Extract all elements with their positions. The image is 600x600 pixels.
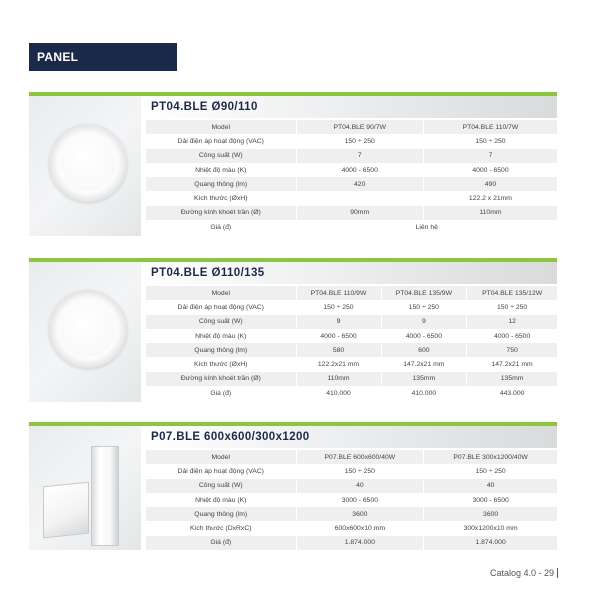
downlight-image	[49, 290, 127, 368]
spec-value: 110mm	[296, 372, 381, 386]
spec-label: Kích thước (ØxH)	[146, 191, 296, 205]
spec-label: Quang thông (lm)	[146, 177, 296, 191]
spec-row	[146, 220, 557, 234]
spec-value: 150 ÷ 250	[424, 464, 557, 478]
spec-value: PT04.BLE 90/7W	[296, 120, 423, 134]
spec-label: Công suất (W)	[146, 149, 296, 163]
spec-row	[146, 120, 557, 134]
product-section-pt04-90-110	[29, 92, 557, 236]
spec-value: P07.BLE 300x1200/40W	[424, 450, 557, 464]
product-image	[29, 426, 141, 550]
spec-value: 4000 - 6500	[381, 329, 467, 343]
spec-label: Nhiệt độ màu (K)	[146, 493, 296, 507]
spec-value: 490	[423, 177, 557, 191]
spec-row	[146, 521, 557, 535]
spec-label: Giá (đ)	[146, 536, 296, 550]
spec-value: 135mm	[381, 372, 467, 386]
spec-value: 420	[296, 177, 423, 191]
spec-value: 150 ÷ 250	[296, 464, 424, 478]
spec-value: PT04.BLE 135/9W	[381, 286, 467, 300]
spec-value: 150 ÷ 250	[423, 134, 557, 148]
spec-value: 40	[424, 479, 557, 493]
spec-value: 3600	[296, 507, 424, 521]
spec-label: Model	[146, 120, 296, 134]
spec-row	[146, 507, 557, 521]
spec-value: 3600	[424, 507, 557, 521]
spec-row	[146, 464, 557, 478]
product-image	[29, 262, 141, 402]
spec-label: Quang thông (lm)	[146, 343, 296, 357]
spec-value: 7	[423, 149, 557, 163]
spec-label: Kích thước (DxRxC)	[146, 521, 296, 535]
spec-value: 4000 - 6500	[296, 329, 381, 343]
spec-value: 12	[467, 315, 557, 329]
spec-value: PT04.BLE 135/12W	[467, 286, 557, 300]
spec-row	[146, 536, 557, 550]
spec-value: 410.000	[381, 386, 467, 400]
spec-value: 150 ÷ 250	[467, 300, 557, 314]
spec-value: 1.874.000	[424, 536, 557, 550]
spec-label: Dải điện áp hoạt động (VAC)	[146, 300, 296, 314]
spec-value: 600	[381, 343, 467, 357]
spec-value: 150 ÷ 250	[381, 300, 467, 314]
spec-value: 1.874.000	[296, 536, 424, 550]
spec-row	[146, 206, 557, 220]
spec-label: Kích thước (ØxH)	[146, 357, 296, 371]
spec-value: 7	[296, 149, 423, 163]
spec-row	[146, 329, 557, 343]
spec-value: 150 ÷ 250	[296, 300, 381, 314]
spec-value: 600x600x10 mm	[296, 521, 424, 535]
product-section-p07-panel	[29, 422, 557, 550]
spec-label: Quang thông (lm)	[146, 507, 296, 521]
spec-value: 300x1200x10 mm	[424, 521, 557, 535]
spec-row	[146, 191, 557, 205]
downlight-image	[49, 124, 127, 202]
product-title: P07.BLE 600x600/300x1200	[141, 426, 557, 448]
spec-label: Nhiệt độ màu (K)	[146, 329, 296, 343]
spec-label: Model	[146, 286, 296, 300]
spec-label: Model	[146, 450, 296, 464]
spec-value: 40	[296, 479, 424, 493]
spec-row	[146, 357, 557, 371]
spec-row	[146, 149, 557, 163]
spec-value: 122.2x21 mm	[296, 357, 381, 371]
spec-value: 410.000	[296, 386, 381, 400]
product-title: PT04.BLE Ø110/135	[141, 262, 557, 284]
spec-label: Đường kính khoét trần (Ø)	[146, 372, 296, 386]
spec-label: Đường kính khoét trần (Ø)	[146, 206, 296, 220]
spec-table	[146, 450, 557, 550]
spec-row	[146, 479, 557, 493]
spec-row	[146, 163, 557, 177]
page-footer: Catalog 4.0 - 29	[490, 568, 558, 578]
spec-row	[146, 450, 557, 464]
spec-row	[146, 386, 557, 400]
spec-row	[146, 372, 557, 386]
spec-value: 110mm	[423, 206, 557, 220]
spec-value: 3000 - 6500	[424, 493, 557, 507]
panel-300x1200-image	[91, 446, 119, 546]
spec-label: Dải điện áp hoạt động (VAC)	[146, 134, 296, 148]
spec-value: 90mm	[296, 206, 423, 220]
spec-label: Dải điện áp hoạt động (VAC)	[146, 464, 296, 478]
spec-table	[146, 120, 557, 234]
spec-table	[146, 286, 557, 400]
spec-row	[146, 177, 557, 191]
spec-value: 580	[296, 343, 381, 357]
category-header	[29, 43, 177, 71]
spec-value: 443.000	[467, 386, 557, 400]
product-image	[29, 96, 141, 236]
spec-label: Giá (đ)	[146, 386, 296, 400]
spec-value: P07.BLE 600x600/40W	[296, 450, 424, 464]
spec-value: 122.2 x 21mm	[423, 191, 557, 205]
spec-label: Công suất (W)	[146, 479, 296, 493]
spec-value: PT04.BLE 110/9W	[296, 286, 381, 300]
spec-row	[146, 493, 557, 507]
spec-row	[146, 315, 557, 329]
spec-value: 4000 - 6500	[423, 163, 557, 177]
spec-value	[296, 191, 423, 205]
spec-value: 4000 - 6500	[296, 163, 423, 177]
spec-row	[146, 343, 557, 357]
product-title: PT04.BLE Ø90/110	[141, 96, 557, 118]
spec-value: 135mm	[467, 372, 557, 386]
spec-value: PT04.BLE 110/7W	[423, 120, 557, 134]
spec-label: Giá (đ)	[146, 220, 296, 234]
spec-value: 147.2x21 mm	[467, 357, 557, 371]
spec-row	[146, 134, 557, 148]
spec-value: Liên hệ	[296, 220, 557, 234]
spec-value: 9	[296, 315, 381, 329]
spec-label: Công suất (W)	[146, 315, 296, 329]
spec-row	[146, 286, 557, 300]
spec-value: 4000 - 6500	[467, 329, 557, 343]
category-label: PANEL	[37, 50, 79, 64]
product-section-pt04-110-135	[29, 258, 557, 402]
spec-row	[146, 300, 557, 314]
spec-value: 750	[467, 343, 557, 357]
panel-600x600-image	[43, 482, 89, 539]
spec-value: 150 ÷ 250	[296, 134, 423, 148]
spec-value: 3000 - 6500	[296, 493, 424, 507]
spec-value: 9	[381, 315, 467, 329]
spec-label: Nhiệt độ màu (K)	[146, 163, 296, 177]
spec-value: 147.2x21 mm	[381, 357, 467, 371]
